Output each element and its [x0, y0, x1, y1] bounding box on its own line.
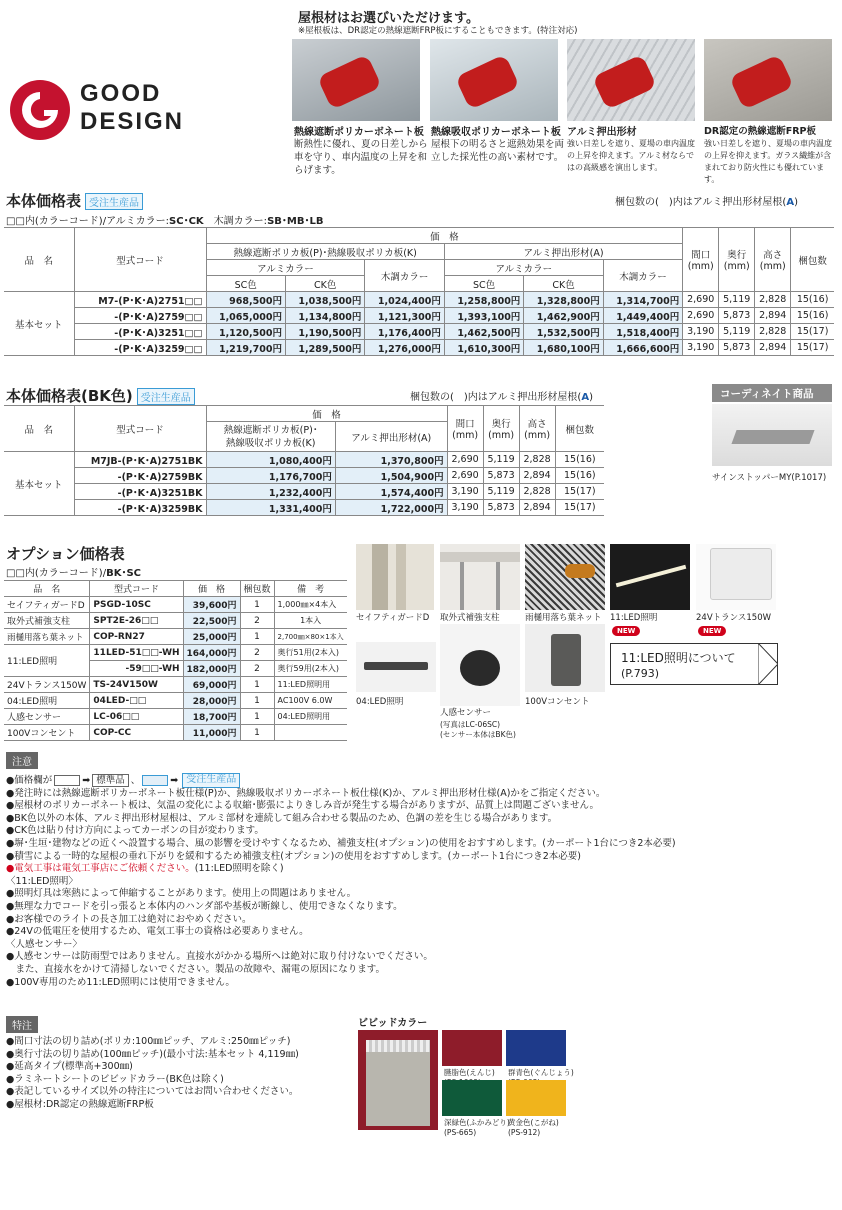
vivid-swatch-3 — [442, 1080, 502, 1116]
led-notice-head: 〈11:LED照明〉 — [6, 875, 78, 887]
vivid-sample-photo — [358, 1030, 438, 1130]
table-row: 100Vコンセント COP-CC 11,000円 1 — [4, 725, 347, 741]
options-table: 品 名 型式コード 価 格 梱包数 備 考 セイフティガードD PSGD-10SC 39,600円 1 1,000㎜×4本入 取外式補強支柱 SPT2E-26□□ 22,500円 2 1本入 雨樋用落ち葉ネット COP-RN27 25,000円 1 2,700㎜×80×1本入 11:LED照明 11LED-51□□-WH 164,000円 2 奥行51用(2本入) -59□□-WH 182,000円 2 奥行59用(2本入) 24Vトランス150W TS-24V150W 69,000円 1 11:LED照明用 04:LED照明 04LED-□□ 28,000円 1 AC100V 6.0W 人感センサー LC-06□□ 18,700円 1 04:LED照明用 100Vコンセント COP-CC 11,000円 1 — [4, 580, 347, 741]
sign-stopper-caption: サインストッパーMY(P.1017) — [712, 473, 827, 483]
motion-sensor-caption: 人感センサー — [440, 708, 492, 718]
led-info-page: (P.793) — [621, 667, 659, 680]
vivid-swatch-4 — [506, 1080, 566, 1116]
sensor-notice-head: 〈人感センサー〉 — [6, 938, 83, 950]
notice-line: ●24Vの低電圧を使用するため、電気工事士の資格は必要ありません。 — [6, 926, 309, 938]
support-pole-photo — [440, 544, 520, 610]
leaf-net-photo — [525, 544, 605, 610]
notice-line: ●照明灯具は寒熱によって伸縮することがあります。使用上の問題はありません。 — [6, 888, 357, 900]
table-row: -(P･K･A)3259BK 1,331,400円 1,722,000円 3,190 5,873 2,894 15(17) — [4, 500, 604, 516]
leaf-net-caption: 雨樋用落ち葉ネット — [525, 613, 602, 623]
good-design-logo — [10, 80, 70, 140]
table-row: 基本セット M7JB-(P･K･A)2751BK 1,080,400円 1,370,800円 2,690 5,119 2,828 15(16) — [4, 452, 604, 468]
notice-line: ●CK色は貼り付け方向によってカーボンの目が変わります。 — [6, 825, 264, 837]
support-pole-caption: 取外式補強支柱 — [440, 613, 500, 623]
special-line: ●表記しているサイズ以外の特注についてはお問い合わせください。 — [6, 1086, 299, 1098]
table-row: -(P･K･A)2759□□ 1,065,000円 1,134,800円 1,121,300円 1,393,100円 1,462,900円 1,449,400円 2,690 5,873 2,894 15(16) — [4, 308, 834, 324]
special-line: ●延高タイプ(標準高+300㎜) — [6, 1061, 133, 1073]
sign-stopper-photo — [712, 404, 832, 466]
table2-title: 本体価格表(BK色) 受注生産品 — [6, 385, 195, 406]
notice-line: ●屋根材のポリカーボネート板は、気温の変化による収縮･膨張によりきしみ音が発生する場合がありますが、品質上は問題ございません。 — [6, 800, 600, 812]
new-badge: NEW — [612, 626, 640, 636]
table-row: 24Vトランス150W TS-24V150W 69,000円 1 11:LED照明用 — [4, 677, 347, 693]
notice-tag: 注意 — [6, 752, 38, 769]
new-badge: NEW — [698, 626, 726, 636]
notice-electric: ●電気工事は電気工事店にご依頼ください。(11:LED照明を除く) — [6, 863, 284, 875]
table-row: 人感センサー LC-06□□ 18,700円 1 04:LED照明用 — [4, 709, 347, 725]
special-tag: 特注 — [6, 1016, 38, 1033]
notice-line: ●100V専用のため11:LED照明には使用できません。 — [6, 976, 235, 988]
roof-photo-2 — [430, 39, 558, 121]
safety-guard-photo — [356, 544, 434, 610]
table-row: 11:LED照明 11LED-51□□-WH 164,000円 2 奥行51用(2本入) — [4, 645, 347, 661]
roof-note: ※屋根板は、DR認定の熱線遮断FRP板にすることもできます。(特注対応) — [298, 26, 578, 36]
special-line: ●奥行寸法の切り詰め(100㎜ピッチ)(最小寸法:基本セット 4,119㎜) — [6, 1048, 299, 1060]
table1-packnote: 梱包数の( )内はアルミ押出形材屋根(A) — [615, 197, 798, 208]
notice-line: また、直接水をかけて清掃しないでください。製品の故障や、漏電の原因になります。 — [6, 963, 386, 975]
vivid-swatch-1 — [442, 1030, 502, 1066]
vivid-label-4: 黄金色(こがね) (PS-912) — [508, 1118, 559, 1137]
notice-line: ●発注時には熱線遮断ポリカーボネート板仕様(P)か、熱線吸収ポリカーボネート板仕様(K)か、アルミ押出形材仕様(A)かをご指定ください。 — [6, 787, 606, 799]
coordinate-title: コーディネイト商品 — [712, 384, 832, 402]
made-to-order-badge: 受注生産品 — [85, 193, 143, 210]
transformer-caption: 24Vトランス150W — [696, 613, 772, 623]
led-04-caption: 04:LED照明 — [356, 697, 404, 707]
made-to-order-badge: 受注生産品 — [137, 388, 195, 405]
table-row: -59□□-WH 182,000円 2 奥行59用(2本入) — [4, 661, 347, 677]
led-11-photo — [610, 544, 690, 610]
led-11-caption: 11:LED照明 — [610, 613, 658, 623]
good-design-text: GOOD DESIGN — [80, 80, 185, 135]
table-row: -(P･K･A)2759BK 1,176,700円 1,504,900円 2,690 5,873 2,894 15(16) — [4, 468, 604, 484]
led-04-photo — [356, 642, 436, 692]
special-list — [6, 1036, 299, 1112]
options-title: オプション価格表 — [6, 545, 125, 563]
vivid-label-3: 深緑色(ふかみどり) (PS-665) — [444, 1118, 510, 1137]
roof-desc-3: 強い日差しを遮り、夏場の車内温度の上昇を抑えます。アルミ材ならではの高級感を演出します。 — [567, 139, 695, 172]
roof-title-3: アルミ押出形材 — [567, 127, 637, 138]
special-line: ●間口寸法の切り詰め(ポリカ:100㎜ピッチ、アルミ:250㎜ピッチ) — [6, 1036, 291, 1047]
notice-line: ●お客様でのライトの長さ加工は絶対におやめください。 — [6, 913, 252, 925]
table-row: 取外式補強支柱 SPT2E-26□□ 22,500円 2 1本入 — [4, 613, 347, 629]
roof-heading: 屋根材はお選びいただけます。 — [298, 11, 479, 26]
roof-title-4: DR認定の熱線遮断FRP板 — [704, 126, 816, 137]
roof-photo-4 — [704, 39, 832, 121]
price-table: 品 名 型式コード 価 格 間口(mm) 奥行(mm) 高さ(mm) 梱包数 熱線遮断ポリカ板(P)･熱線吸収ポリカ板(K) アルミ押出形材(A) アルミカラー 木調カラー アルミカラー 木調カラー SC色 CK色 SC色 CK色 基本セット M7-(P･K･A)2751□□ 968,500円 1,038,500円 1,024,400円 1,258,800円 1,328,800円 1,314,700円 2,690 5,119 2,828 15(16) -(P･K･A)2759□□ 1,065,000円 1,134,800円 1,121,300円 1,393,100円 1,462,900円 1,449,400円 2,690 5,873 2,894 15(16) -(P･K･A)3251□□ 1,120,500円 1,190,500円 1,176,400円 1,462,500円 1,532,500円 1,518,400円 3,190 5,119 2,828 15(17) -(P･K･A)3259□□ 1,219,700円 1,289,500円 1,276,000円 1,610,300円 1,680,100円 1,666,600円 3,190 5,873 2,894 15(17) — [4, 227, 834, 356]
led-info-box[interactable] — [610, 643, 778, 685]
table1-colornote: □□内(カラーコード)/アルミカラー:SC･CK 木調カラー:SB･MB･LB — [6, 216, 324, 227]
table-row: 04:LED照明 04LED-□□ 28,000円 1 AC100V 6.0W — [4, 693, 347, 709]
vivid-label-1: 臙脂色(えんじ) — [444, 1068, 495, 1077]
table-row: 雨樋用落ち葉ネット COP-RN27 25,000円 1 2,700㎜×80×1本入 — [4, 629, 347, 645]
outlet-photo — [525, 624, 605, 692]
vivid-swatch-2 — [506, 1030, 566, 1066]
roof-desc-4: 強い日差しを遮り、夏場の車内温度の上昇を抑えます。ガラス繊維が含まれており防火性にも優れています。 — [704, 139, 832, 184]
transformer-photo — [696, 544, 776, 610]
table-row: -(P･K･A)3251BK 1,232,400円 1,574,400円 3,190 5,119 2,828 15(17) — [4, 484, 604, 500]
roof-desc-1: 断熱性に優れ、夏の日差しから車を守り、車内温度の上昇を和らげます。 — [294, 139, 428, 176]
motion-sensor-note: (センサー本体はBK色) — [440, 730, 516, 739]
motion-sensor-photo — [440, 624, 520, 706]
roof-photo-1 — [292, 39, 420, 121]
table-row: -(P･K･A)3259□□ 1,219,700円 1,289,500円 1,276,000円 1,610,300円 1,680,100円 1,666,600円 3,190 5,873 2,894 15(17) — [4, 340, 834, 356]
safety-guard-caption: セイフティガードD — [356, 613, 430, 623]
notice-line: ●人感センサーは防雨型ではありません。直接水がかかる場所へは絶対に取り付けないでください。 — [6, 951, 433, 963]
notice-line: ●積雪による一時的な屋根の垂れ下がりを緩和するため補強支柱(オプション)の使用をおすすめします。(カーポート1台につき2本必要) — [6, 850, 581, 862]
motion-sensor-note: (写真はLC-06SC) — [440, 720, 501, 729]
table-row: 基本セット M7-(P･K･A)2751□□ 968,500円 1,038,500円 1,024,400円 1,258,800円 1,328,800円 1,314,700円 2,690 5,119 2,828 15(16) — [4, 292, 834, 308]
vivid-title: ビビッドカラー — [358, 1018, 428, 1029]
vivid-label-2: 群青色(ぐんじょう) — [508, 1068, 574, 1077]
notice-list — [6, 773, 676, 989]
roof-photo-3 — [567, 39, 695, 121]
special-line: ●ラミネートシートのビビッドカラー(BK色は除く) — [6, 1073, 224, 1085]
roof-desc-2: 屋根下の明るさと遮熱効果を両立した採光性の高い素材です。 — [431, 139, 565, 163]
notice-line: ●塀･生垣･建物などの近くへ設置する場合、風の影響を受けやすくなるため、補強支柱(オプション)の使用をおすすめします。(カーポート1台につき2本必要) — [6, 837, 676, 849]
table-row: -(P･K･A)3251□□ 1,120,500円 1,190,500円 1,176,400円 1,462,500円 1,532,500円 1,518,400円 3,190 5,119 2,828 15(17) — [4, 324, 834, 340]
special-line: ●屋根材:DR認定の熱線遮断FRP板 — [6, 1098, 154, 1110]
notice-line: ●無理な力でコードを引っ張ると本体内のハンダ部や基板が断線し、使用できなくなります。 — [6, 900, 403, 912]
roof-title-2: 熱線吸収ポリカーボネート板 — [431, 127, 561, 138]
roof-title-1: 熱線遮断ポリカーボネート板 — [294, 127, 424, 138]
table1-title: 本体価格表 受注生産品 — [6, 190, 143, 211]
notice-line: ●BK色以外の本体、アルミ押出形材屋根は、アルミ部材を連続して組み合わせる製品のため、色調の差を生じる場合があります。 — [6, 812, 558, 824]
led-info-title: 11:LED照明について — [621, 651, 736, 665]
outlet-caption: 100Vコンセント — [525, 697, 590, 707]
table-row: セイフティガードD PSGD-10SC 39,600円 1 1,000㎜×4本入 — [4, 597, 347, 613]
notice-legend: ●価格欄が ➡ 標準品 、 ➡ 受注生産品 — [6, 773, 676, 788]
price-table-bk: 品 名 型式コード 価 格 間口(mm) 奥行(mm) 高さ(mm) 梱包数 熱線遮断ポリカ板(P)･ 熱線吸収ポリカ板(K) アルミ押出形材(A) 基本セット M7JB-(P･K･A)2751BK 1,080,400円 1,370,800円 2,690 5,119 2,828 15(16) -(P･K･A)2759BK 1,176,700円 1,504,900円 2,690 5,873 2,894 15(16) -(P･K･A)3251BK 1,232,400円 1,574,400円 3,190 5,119 2,828 15(17) -(P･K･A)3259BK 1,331,400円 1,722,000円 3,190 5,873 2,894 15(17) — [4, 405, 604, 516]
table2-packnote: 梱包数の( )内はアルミ押出形材屋根(A) — [410, 392, 593, 403]
options-colornote: □□内(カラーコード)/BK･SC — [6, 568, 141, 579]
